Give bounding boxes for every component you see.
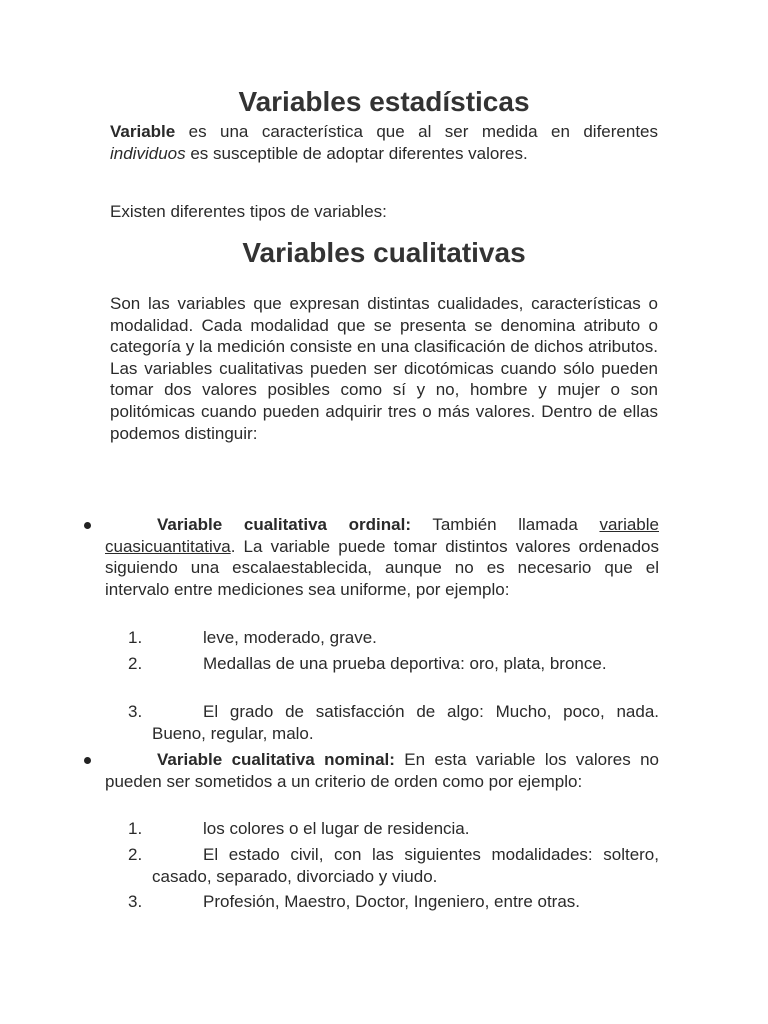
list-number: 2.	[128, 654, 143, 673]
intro-italic: individuos	[110, 143, 186, 163]
list-number: 1.	[128, 628, 143, 647]
bullet-icon	[84, 757, 91, 764]
qualitative-paragraph: Son las variables que expresan distintas cualidades, características o modalidad. Cada modalidad que se presenta se denomina atributo o categoría y la medición consiste en una clasificación de dichos atributos. Las variables cualitativas pueden ser dicotómicas cuando sólo pueden tomar dos valores posibles como sí y no, hombre y mujer o son politómicas cuando pueden adquirir tres o más valores. Dentro de ellas podemos distinguir:	[110, 294, 658, 443]
bullet-icon	[84, 522, 91, 529]
list-number: 3.	[128, 892, 143, 911]
nominal-text	[105, 749, 659, 792]
ordinal-text	[105, 514, 659, 600]
page-title: Variables estadísticas	[238, 86, 530, 117]
intro-paragraph	[110, 121, 658, 164]
types-line: Existen diferentes tipos de variables:	[110, 202, 387, 221]
list-number: 3.	[128, 702, 143, 721]
intro-text-2: es susceptible de adoptar diferentes valores.	[185, 143, 528, 163]
list-number: 1.	[128, 819, 143, 838]
intro-term: Variable	[110, 122, 176, 141]
nominal-text-1: En esta variable los valores no pueden ser sometidos a un criterio de orden como por ejemplo:	[105, 750, 659, 791]
section-title: Variables cualitativas	[242, 237, 526, 268]
intro-text-1: es una característica que al ser medida en diferentes	[175, 122, 658, 141]
list-item-text: leve, moderado, grave.	[203, 628, 377, 647]
ordinal-link[interactable]: variable cuasicuantitativa	[105, 515, 659, 556]
ordinal-label: Variable cualitativa ordinal:	[157, 515, 411, 534]
list-item-text: El grado de satisfacción de algo: Mucho, poco, nada. Bueno, regular, malo.	[152, 702, 659, 743]
list-item-text: El estado civil, con las siguientes modalidades: soltero, casado, separado, divorciado y viudo.	[152, 845, 659, 886]
list-item-text: los colores o el lugar de residencia.	[203, 819, 470, 838]
ordinal-text-1: También llamada	[411, 515, 600, 534]
list-item-text: Medallas de una prueba deportiva: oro, plata, bronce.	[203, 654, 607, 673]
ordinal-text-2: . La variable puede tomar distintos valores ordenados siguiendo una escalaestablecida, aunque no es necesario que el intervalo entre mediciones sea uniforme, por ejemplo:	[105, 536, 659, 599]
list-number: 2.	[128, 845, 143, 864]
nominal-label: Variable cualitativa nominal:	[157, 750, 395, 769]
list-item-text: Profesión, Maestro, Doctor, Ingeniero, entre otras.	[203, 892, 581, 911]
